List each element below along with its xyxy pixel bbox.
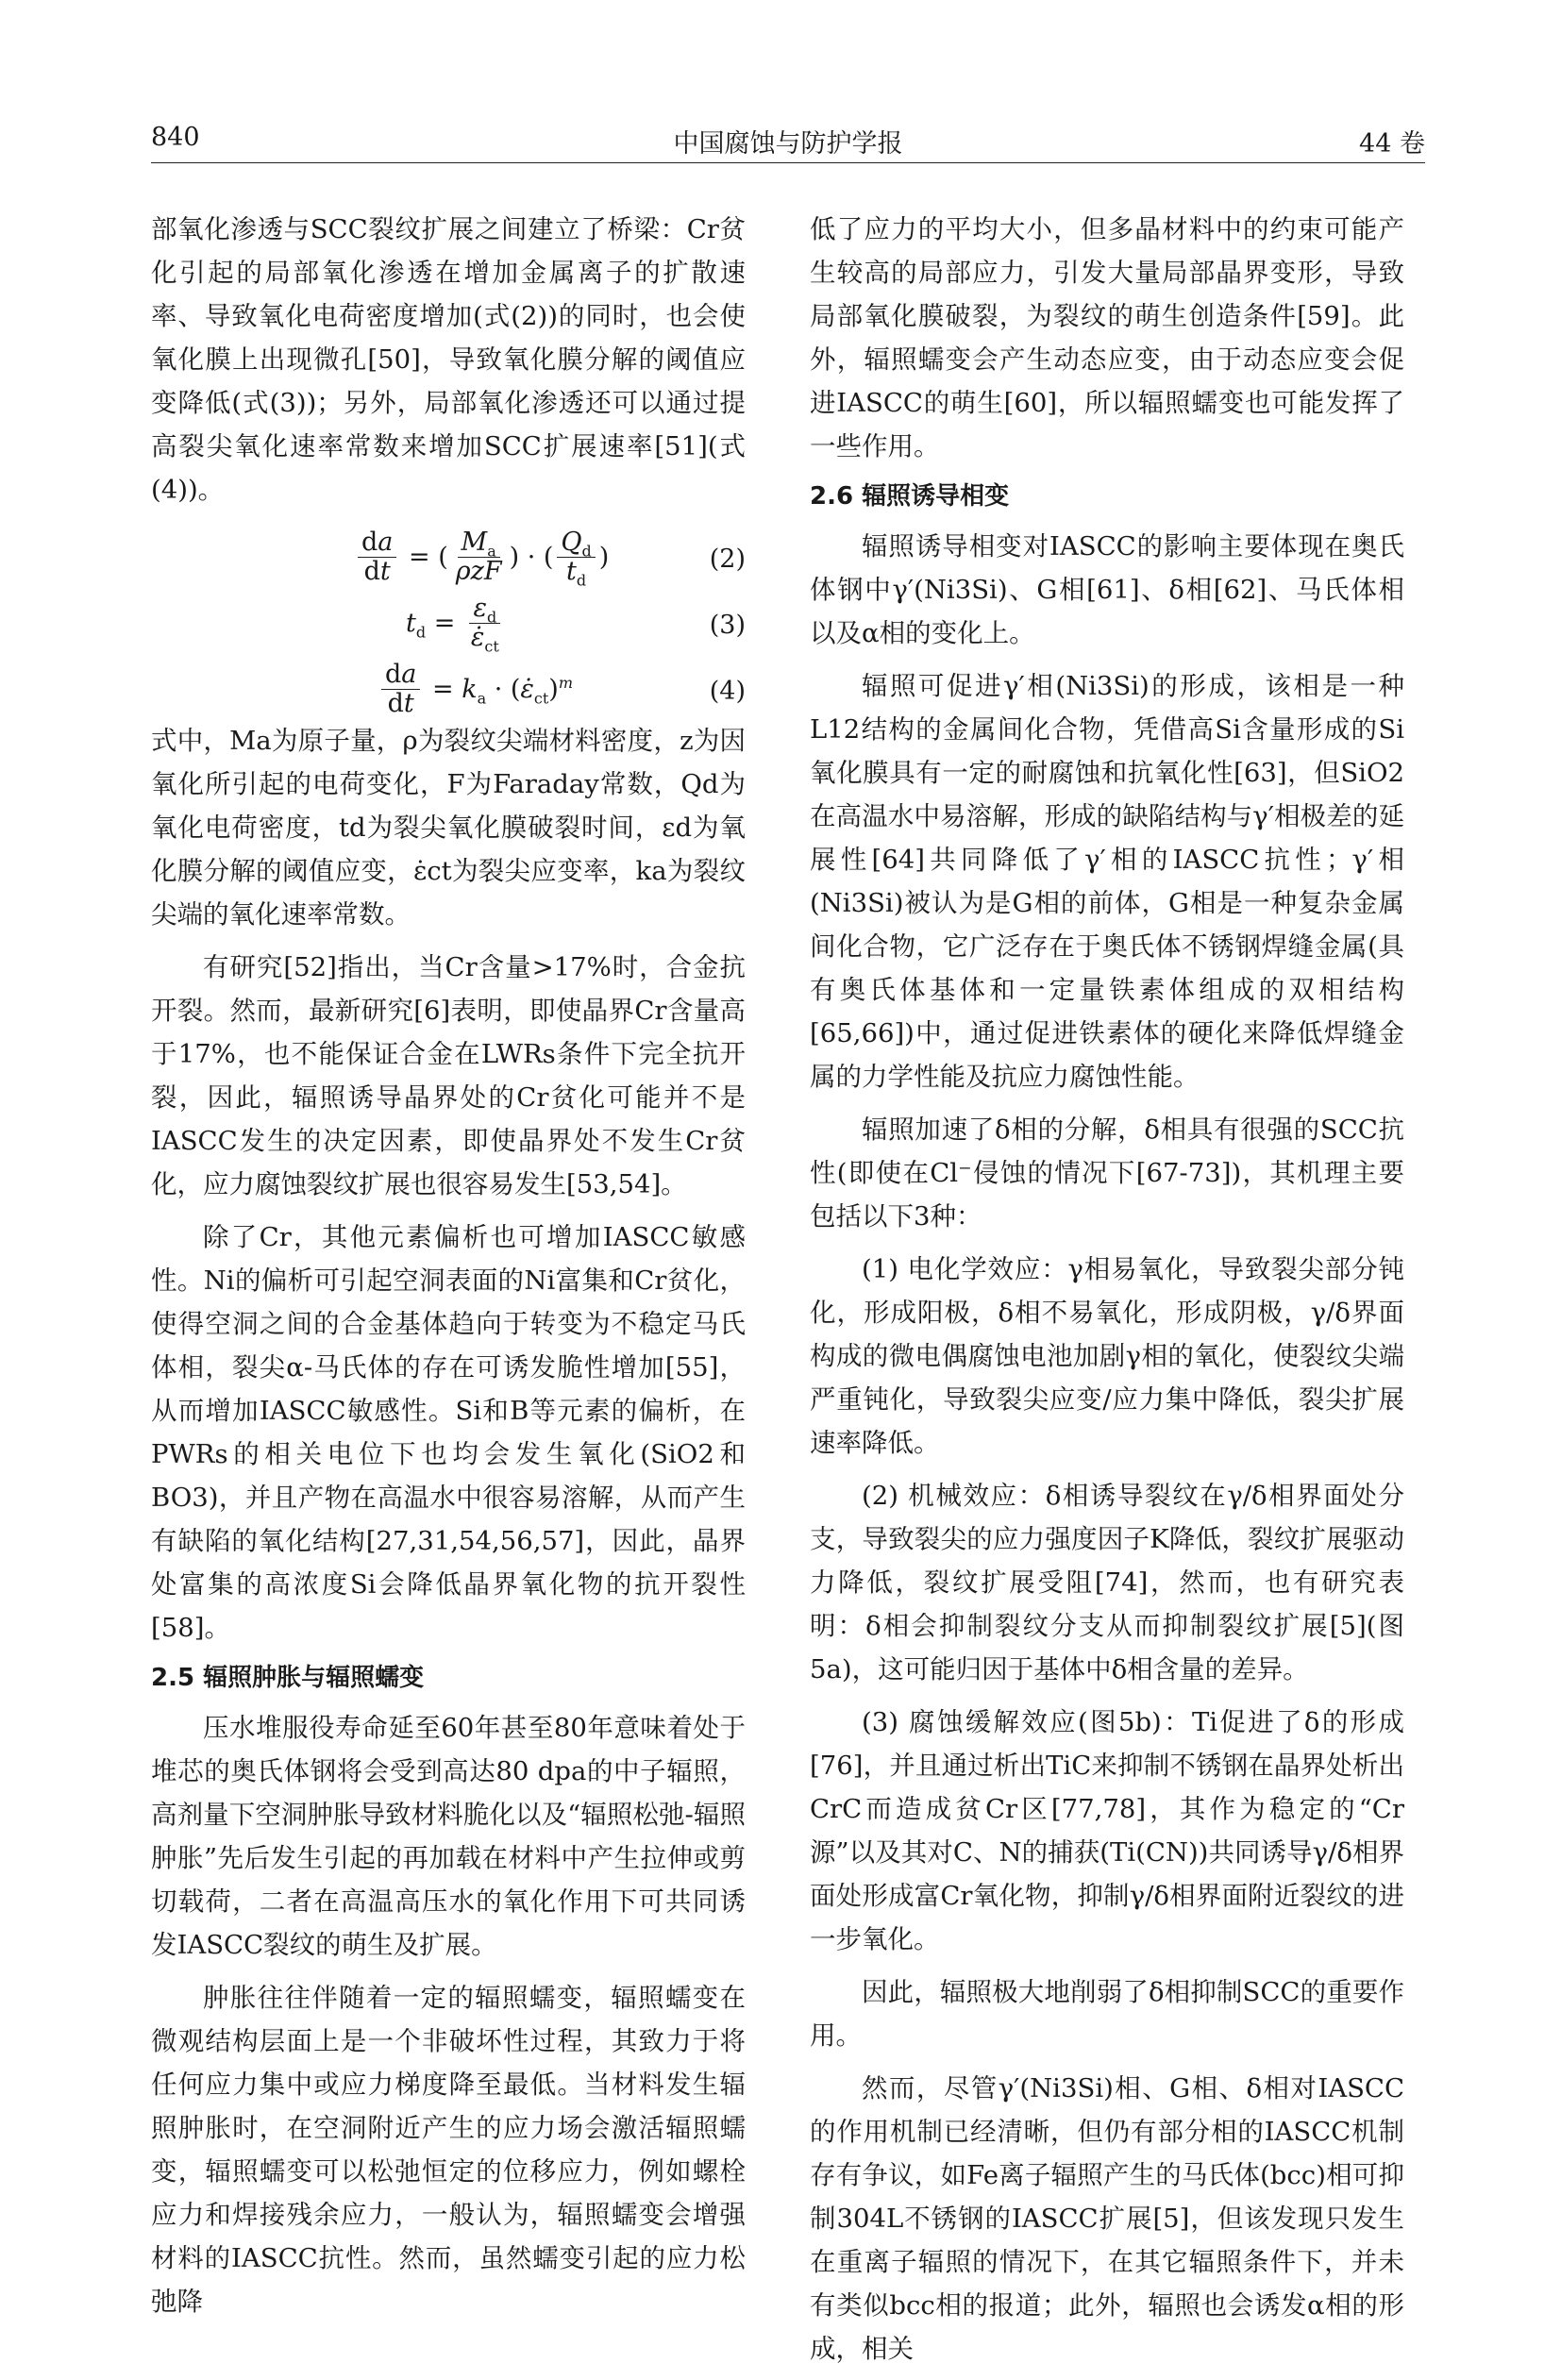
equation-number: (2) bbox=[709, 545, 746, 574]
equation-3: $t_d$ = $\frac{\varepsilon_d}{\varepsiloṅ_{ct}}$ (3) bbox=[406, 594, 746, 656]
left-column bbox=[151, 208, 746, 2333]
paragraph: 部氧化渗透与SCC裂纹扩展之间建立了桥梁：Cr贫化引起的局部氧化渗透在增加金属离子的扩散速率、导致氧化电荷密度增加(式(2))的同时，也会使氧化膜上出现微孔[50]，导致氧化膜分解的阈值应变降低(式(3))；另外，局部氧化渗透还可以通过提高裂尖氧化速率常数来增加SCC扩展速率[51](式(4))。 bbox=[151, 214, 746, 505]
equation-number: (3) bbox=[709, 611, 746, 640]
paragraph: 辐照可促进γ′相(Ni3Si)的形成，该相是一种L12结构的金属间化合物，凭借高Si含量形成的Si氧化膜具有一定的耐腐蚀和抗氧化性[63]，但SiO2在高温水中易溶解，形成的缺陷结构与γ′相极差的延展性[64]共同降低了γ′相的IASCC抗性；γ′相(Ni3Si)被认为是G相的前体，G相是一种复杂金属间化合物，它广泛存在于奥氏体不锈钢焊缝金属(具有奥氏体基体和一定量铁素体组成的双相结构[65,66])中，通过促进铁素体的硬化来降低焊缝金属的力学性能及抗应力腐蚀性能。 bbox=[810, 671, 1404, 1092]
section-heading-2-6: 2.6 辐照诱导相变 bbox=[810, 482, 1010, 511]
paragraph: 除了Cr，其他元素偏析也可增加IASCC敏感性。Ni的偏析可引起空洞表面的Ni富集和Cr贫化，使得空洞之间的合金基体趋向于转变为不稳定马氏体相，裂尖α-马氏体的存在可诱发脆性增加[55]，从而增加IASCC敏感性。Si和B等元素的偏析，在PWRs的相关电位下也均会发生氧化(SiO2和BO3)，并且产物在高温水中很容易溶解，从而产生有缺陷的氧化结构[27,31,54,56,57]，因此，晶界处富集的高浓度Si会降低晶界氧化物的抗开裂性[58]。 bbox=[151, 1222, 746, 1643]
page-header bbox=[151, 123, 1425, 163]
paragraph: 低了应力的平均大小，但多晶材料中的约束可能产生较高的局部应力，引发大量局部晶界变形，导致局部氧化膜破裂，为裂纹的萌生创造条件[59]。此外，辐照蠕变会产生动态应变，由于动态应变会促进IASCC的萌生[60]，所以辐照蠕变也可能发挥了一些作用。 bbox=[810, 214, 1404, 461]
paragraph: (1) 电化学效应：γ相易氧化，导致裂尖部分钝化，形成阳极，δ相不易氧化，形成阴极，γ/δ界面构成的微电偶腐蚀电池加剧γ相的氧化，使裂纹尖端严重钝化，导致裂尖应变/应力集中降低，裂尖扩展速率降低。 bbox=[810, 1254, 1404, 1458]
paragraph: 有研究[52]指出，当Cr含量>17%时，合金抗开裂。然而，最新研究[6]表明，即使晶界Cr含量高于17%，也不能保证合金在LWRs条件下完全抗开裂，因此，辐照诱导晶界处的Cr贫化可能并不是IASCC发生的决定因素，即使晶界处不发生Cr贫化，应力腐蚀裂纹扩展也很容易发生[53,54]。 bbox=[151, 952, 746, 1199]
page-number: 840 bbox=[151, 123, 200, 152]
paragraph: 然而，尽管γ′(Ni3Si)相、G相、δ相对IASCC的作用机制已经清晰，但仍有部分相的IASCC机制存有争议，如Fe离子辐照产生的马氏体(bcc)相可抑制304L不锈钢的IASCC扩展[5]，但该发现只发生在重离子辐照的情况下，在其它辐照条件下，并未有类似bcc相的报道；此外，辐照也会诱发α相的形成，相关 bbox=[810, 2073, 1404, 2364]
paragraph: 式中，Ma为原子量，ρ为裂纹尖端材料密度，z为因氧化所引起的电荷变化，F为Faraday常数，Qd为氧化电荷密度，td为裂尖氧化膜破裂时间，εd为氧化膜分解的阈值应变，ε̇ct为裂尖应变率，ka为裂纹尖端的氧化速率常数。 bbox=[151, 726, 746, 930]
equation-number: (4) bbox=[709, 677, 746, 706]
paragraph: 辐照诱导相变对IASCC的影响主要体现在奥氏体钢中γ′(Ni3Si)、G相[61]、δ相[62]、马氏体相以及α相的变化上。 bbox=[810, 531, 1404, 648]
right-column bbox=[810, 208, 1404, 2380]
paragraph: 压水堆服役寿命延至60年甚至80年意味着处于堆芯的奥氏体钢将会受到高达80 dpa的中子辐照，高剂量下空洞肿胀导致材料脆化以及“辐照松弛-辐照肿胀”先后发生引起的再加载在材料中产生拉伸或剪切载荷，二者在高温高压水的氧化作用下可共同诱发IASCC裂纹的萌生及扩展。 bbox=[151, 1713, 746, 1960]
volume-label: 44 卷 bbox=[1359, 129, 1425, 159]
equation-4: $\frac{da}{dt}$ = $k_a$ · $(\varepsiloṅ_{ct})^m$ (4) bbox=[151, 653, 746, 719]
paragraph: (2) 机械效应：δ相诱导裂纹在γ/δ相界面处分支，导致裂尖的应力强度因子K降低，裂纹扩展驱动力降低，裂纹扩展受阻[74]，然而，也有研究表明：δ相会抑制裂纹分支从而抑制裂纹扩展[5](图5a)，这可能归因于基体中δ相含量的差异。 bbox=[810, 1481, 1404, 1684]
paragraph: 因此，辐照极大地削弱了δ相抑制SCC的重要作用。 bbox=[810, 1977, 1404, 2051]
section-heading-2-5: 2.5 辐照肿胀与辐照蠕变 bbox=[151, 1664, 425, 1692]
paragraph: (3) 腐蚀缓解效应(图5b)：Ti促进了δ的形成[76]，并且通过析出TiC来抑制不锈钢在晶界处析出CrC而造成贫Cr区[77,78]，其作为稳定的“Cr源”以及其对C、N的捕获(Ti(CN))共同诱导γ/δ相界面处形成富Cr氧化物，抑制γ/δ相界面附近裂纹的进一步氧化。 bbox=[810, 1707, 1404, 1954]
journal-title: 中国腐蚀与防护学报 bbox=[673, 129, 903, 159]
paragraph: 辐照加速了δ相的分解，δ相具有很强的SCC抗性(即使在Cl⁻侵蚀的情况下[67-73])，其机理主要包括以下3种： bbox=[810, 1115, 1404, 1232]
paragraph: 肿胀往往伴随着一定的辐照蠕变，辐照蠕变在微观结构层面上是一个非破坏性过程，其致力于将任何应力集中或应力梯度降至最低。当材料发生辐照肿胀时，在空洞附近产生的应力场会激活辐照蠕变，辐照蠕变可以松弛恒定的位移应力，例如螺栓应力和焊接残余应力，一般认为，辐照蠕变会增强材料的IASCC抗性。然而，虽然蠕变引起的应力松弛降 bbox=[151, 1983, 746, 2317]
equation-2: $\frac{da}{dt}$ = ( $\frac{M_a}{\text{ρzF}}$ ) · ( $\frac{Q_d}{t_d}$ ) (2) bbox=[151, 521, 746, 587]
